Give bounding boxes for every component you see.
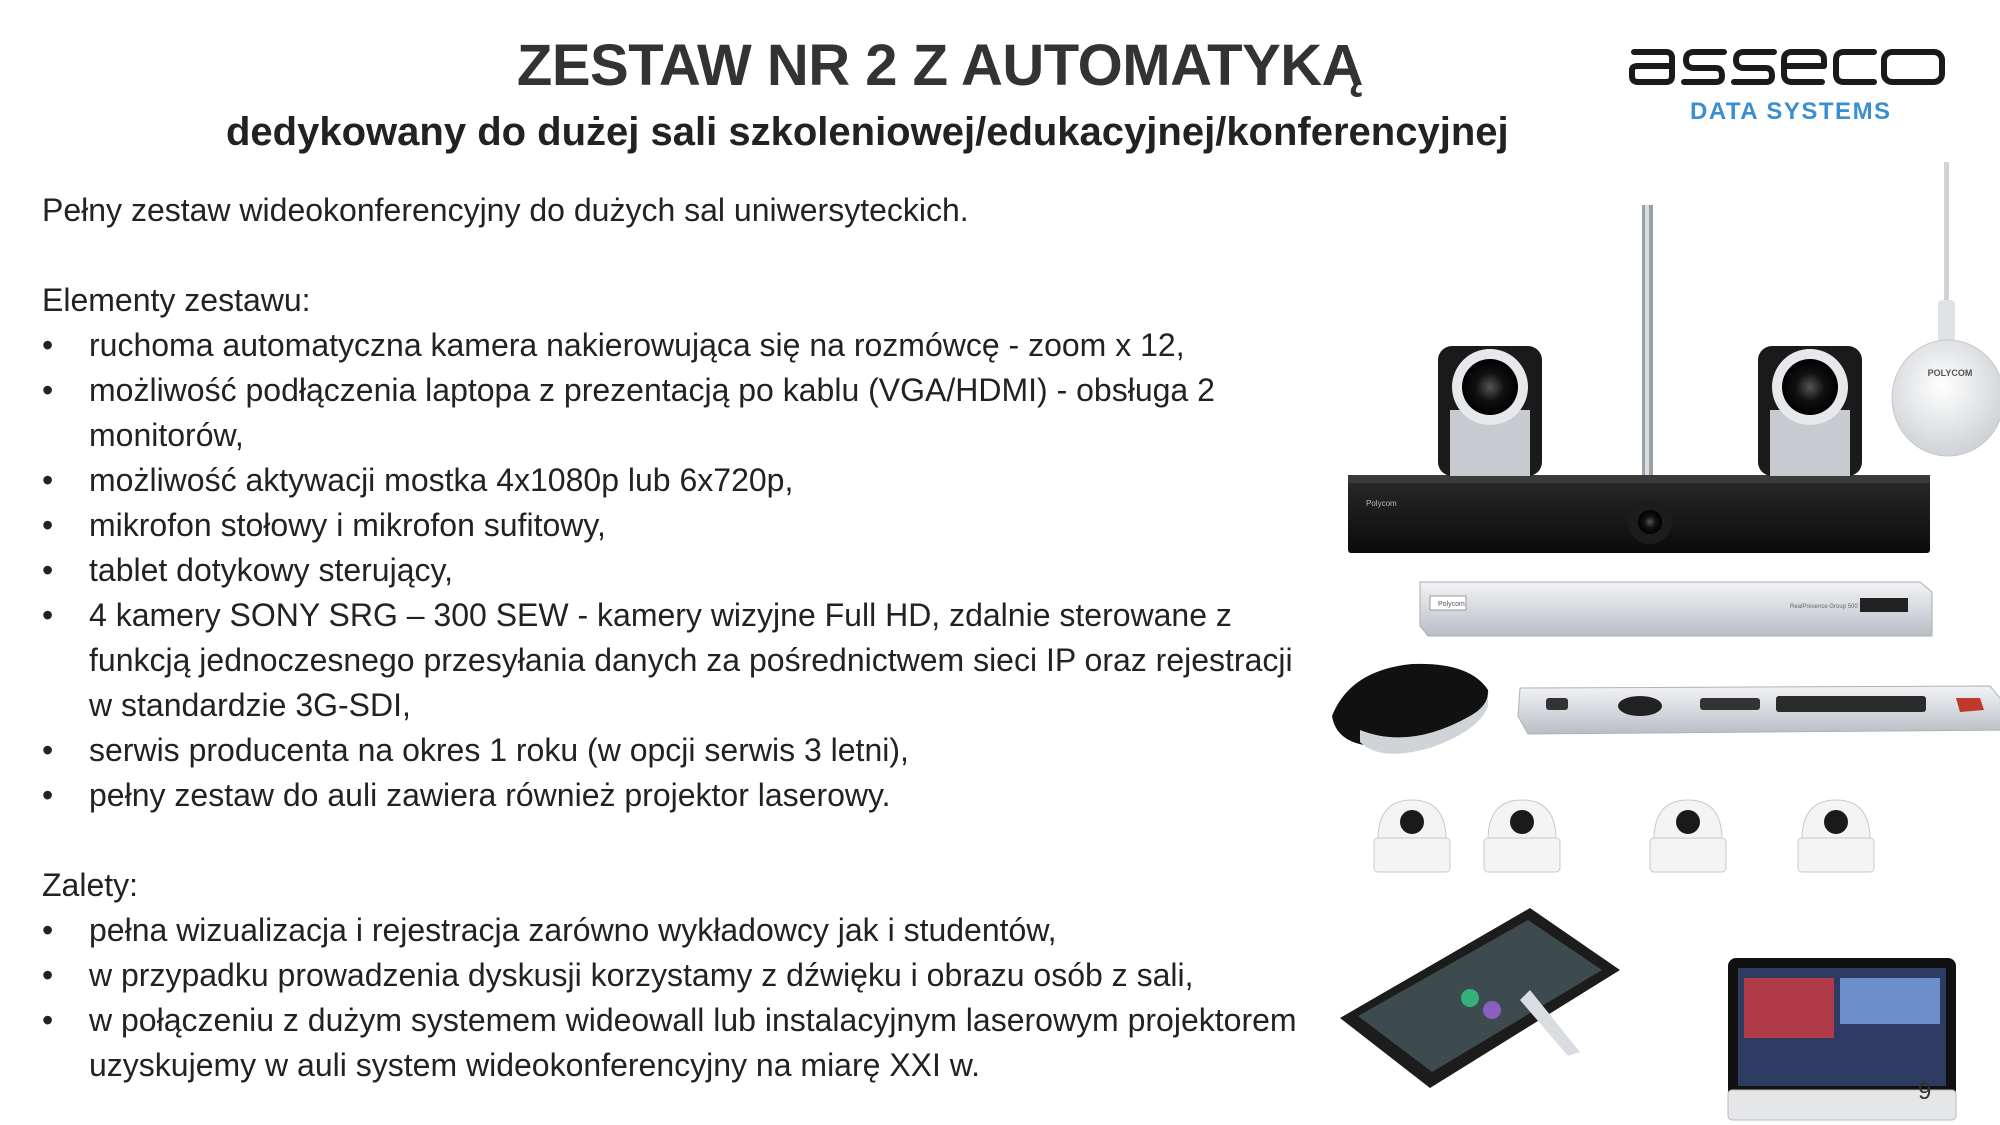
table-microphone bbox=[1332, 664, 1488, 754]
eagleeye-camera-system bbox=[1348, 205, 1930, 553]
list-item: • serwis producenta na okres 1 roku (w opcji serwis 3 letni), bbox=[42, 728, 1312, 773]
slide-title: ZESTAW NR 2 Z AUTOMATYKĄ bbox=[516, 33, 1364, 98]
elements-list bbox=[42, 323, 1312, 818]
list-item: • ruchoma automatyczna kamera nakierowująca się na rozmówcę - zoom x 12, bbox=[42, 323, 1312, 368]
list-item: • 4 kamery SONY SRG – 300 SEW - kamery wizyjne Full HD, zdalnie sterowane z funkcją jednoczesnego przesyłania danych za pośrednictwem sieci IP oraz rejestracji w standardzie 3G-SDI, bbox=[42, 593, 1312, 728]
list-item: • możliwość aktywacji mostka 4x1080p lub 6x720p, bbox=[42, 458, 1312, 503]
ceiling-microphone bbox=[1892, 162, 2000, 456]
list-item: • możliwość podłączenia laptopa z prezentacją po kablu (VGA/HDMI) - obsługa 2 monitorów, bbox=[42, 368, 1312, 458]
list-item: • w połączeniu z dużym systemem wideowall lub instalacyjnym laserowym projektorem uzyskujemy w auli system wideokonferencyjny na miarę XXI w. bbox=[42, 998, 1312, 1088]
list-item: • w przypadku prowadzenia dyskusji korzystamy z dźwięku i obrazu osób z sali, bbox=[42, 953, 1312, 998]
mic-brand-label: POLYCOM bbox=[1927, 368, 1973, 378]
list-item: • pełny zestaw do auli zawiera również projektor laserowy. bbox=[42, 773, 1312, 818]
list-item: • tablet dotykowy sterujący, bbox=[42, 548, 1312, 593]
advantages-heading: Zalety: bbox=[42, 867, 139, 903]
codec-brand-label: Polycom bbox=[1366, 499, 1397, 508]
list-item: • mikrofon stołowy i mikrofon sufitowy, bbox=[42, 503, 1312, 548]
advantages-list bbox=[42, 908, 1312, 1088]
page-number: 9 bbox=[1918, 1078, 1932, 1105]
product-images bbox=[1320, 150, 2000, 1125]
intro-text: Pełny zestaw wideokonferencyjny do dużych sal uniwersyteckich. bbox=[42, 192, 969, 228]
codec-model-label: RealPresence Group 500 bbox=[1790, 604, 1858, 610]
remote-control bbox=[1518, 686, 2000, 734]
slide-content bbox=[42, 188, 1312, 1088]
slide-subtitle: dedykowany do dużej sali szkoleniowej/edukacyjnej/konferencyjnej bbox=[226, 110, 1509, 154]
video-codec bbox=[1420, 582, 1932, 636]
logo-tagline: DATA SYSTEMS bbox=[1690, 98, 1892, 125]
codec-logo-label: Polycom bbox=[1438, 601, 1465, 608]
sony-ptz-cameras bbox=[1374, 800, 1874, 872]
touch-control-panel bbox=[1340, 908, 1620, 1088]
list-item: • pełna wizualizacja i rejestracja zarówno wykładowcy jak i studentów, bbox=[42, 908, 1312, 953]
elements-heading: Elementy zestawu: bbox=[42, 282, 311, 318]
